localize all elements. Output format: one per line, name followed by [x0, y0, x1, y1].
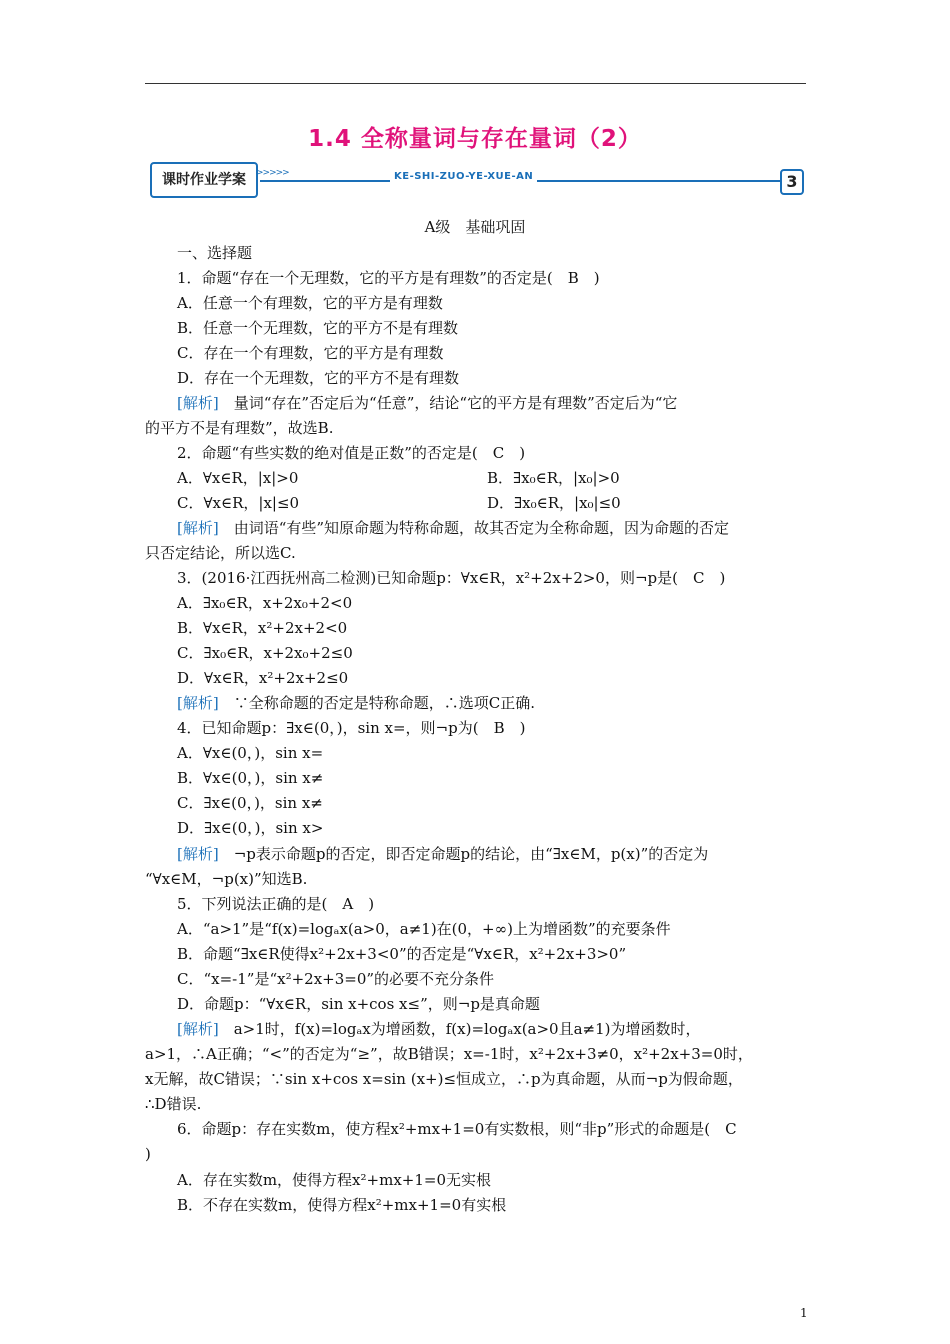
text-line [177, 818, 323, 838]
level-heading: A级 基础巩固 [424, 218, 526, 236]
text-line [177, 518, 729, 538]
line-text: B．不存在实数m，使得方程x²+mx+1=0有实根 [177, 1196, 507, 1214]
line-text: 由词语“有些”知原命题为特称命题，故其否定为全称命题，因为命题的否定 [218, 519, 730, 537]
text-line [177, 1195, 506, 1215]
text-line [177, 718, 525, 738]
text-line [177, 743, 323, 763]
analysis-tag: [解析] [177, 1020, 219, 1038]
banner-number: 3 [780, 169, 804, 195]
line-text: 5．下列说法正确的是( A ) [177, 895, 375, 913]
text-line [177, 793, 323, 813]
analysis-tag: [解析] [177, 394, 219, 412]
text-line [177, 318, 458, 338]
line-text: D．∀x∈R，x²+2x+2≤0 [177, 669, 349, 687]
line-text: B．∃x₀∈R，|x₀|>0 [487, 469, 620, 487]
line-text: B．任意一个无理数，它的平方不是有理数 [177, 319, 459, 337]
line-text: 6．命题p：存在实数m，使方程x²+mx+1=0有实数根，则“非p”形式的命题是( C [177, 1120, 737, 1138]
line-text: A．“a>1”是“f(x)=logₐx(a>0，a≠1)在(0，+∞)上为增函数”的充要条件 [177, 920, 671, 938]
text-line [177, 368, 459, 388]
line-text: a>1时，f(x)=logₐx为增函数，f(x)=logₐx(a>0且a≠1)为增函数时， [218, 1020, 701, 1038]
line-text: B．∀x∈R，x²+2x+2<0 [177, 619, 348, 637]
line-text: ¬p表示命题p的否定，即否定命题p的结论，由“∃x∈M，p(x)”的否定为 [218, 845, 709, 863]
line-text: A．∀x∈R，|x|>0 [177, 469, 299, 487]
line-text: x无解，故C错误；∵sin x+cos x=sin (x+)≤恒成立，∴p为真命题，从而¬p为假命题， [145, 1070, 743, 1088]
line-text: A．存在实数m，使得方程x²+mx+1=0无实根 [177, 1171, 492, 1189]
text-line [145, 1069, 743, 1089]
line-text: C．存在一个有理数，它的平方是有理数 [177, 344, 444, 362]
text-line [145, 543, 296, 563]
text-line [177, 443, 525, 463]
line-text: 2．命题“有些实数的绝对值是正数”的否定是( C ) [177, 444, 526, 462]
line-text: 4．已知命题p：∃x∈(0，)，sin x=，则¬p为( B ) [177, 719, 526, 737]
header-rule [145, 83, 806, 84]
text-line [177, 343, 443, 363]
text-line [177, 293, 443, 313]
text-line [145, 1044, 753, 1064]
page-title: 1.4 全称量词与存在量词（2） [308, 126, 642, 152]
text-line [177, 618, 347, 638]
line-text: D．命题p：“∀x∈R，sin x+cos x≤”，则¬p是真命题 [177, 995, 540, 1013]
line-text: “∀x∈M，¬p(x)”知选B. [145, 870, 308, 888]
line-text: C．“x=-1”是“x²+2x+3=0”的必要不充分条件 [177, 970, 495, 988]
text-line [177, 1019, 701, 1039]
text-line [177, 844, 708, 864]
text-line [177, 768, 323, 788]
line-text: C．∃x₀∈R，x+2x₀+2≤0 [177, 644, 353, 662]
banner-pinyin: KE-SHI-ZUO-YE-XUE-AN [390, 171, 537, 182]
text-line [177, 919, 671, 939]
line-text: C．∃x∈(0，)，sin x≠ [177, 794, 323, 812]
text-line [177, 393, 677, 413]
text-line [177, 643, 353, 663]
text-line [145, 869, 307, 889]
line-text: a>1，∴A正确；“<”的否定为“≥”，故B错误；x=-1时，x²+2x+3≠0，x²+2x+3=0时， [145, 1045, 753, 1063]
section-banner [150, 162, 806, 198]
analysis-tag: [解析] [177, 845, 219, 863]
line-text: D．存在一个无理数，它的平方不是有理数 [177, 369, 460, 387]
text-line [177, 1170, 491, 1190]
text-line [177, 994, 540, 1014]
line-text: 量词“存在”否定后为“任意”，结论“它的平方是有理数”否定后为“它 [218, 394, 678, 412]
line-text: A．∃x₀∈R，x+2x₀+2<0 [177, 594, 353, 612]
line-text: D．∃x∈(0，)，sin x> [177, 819, 324, 837]
text-line [177, 894, 374, 914]
text-line [177, 593, 352, 613]
analysis-tag: [解析] [177, 694, 219, 712]
line-text: 3．(2016·江西抚州高二检测)已知命题p：∀x∈R，x²+2x+2>0，则¬p是( C ) [177, 569, 726, 587]
line-text: ∵全称命题的否定是特称命题，∴选项C正确. [218, 694, 535, 712]
text-line [177, 1119, 737, 1139]
text-line [177, 568, 725, 588]
text-line [177, 268, 600, 288]
text-line [177, 668, 348, 688]
line-text: B．命题“∃x∈R使得x²+2x+3<0”的否定是“∀x∈R，x²+2x+3>0” [177, 945, 627, 963]
line-text: A．任意一个有理数，它的平方是有理数 [177, 294, 443, 312]
text-line [145, 1144, 151, 1164]
line-text: C．∀x∈R，|x|≤0 [177, 494, 300, 512]
line-text: 只否定结论，所以选C. [145, 544, 296, 562]
text-line [177, 944, 626, 964]
page-number: 1 [800, 1306, 808, 1320]
text-line [177, 468, 298, 488]
banner-arrows: >>>>> [256, 168, 289, 178]
section-heading: 一、选择题 [177, 244, 253, 262]
text-line [145, 1094, 201, 1114]
line-text: B．∀x∈(0，)，sin x≠ [177, 769, 324, 787]
text-line [177, 493, 299, 513]
line-text: ) [145, 1145, 151, 1163]
analysis-tag: [解析] [177, 519, 219, 537]
text-line [177, 969, 494, 989]
banner-label: 课时作业学案 [150, 162, 258, 198]
line-text: 的平方不是有理数”，故选B. [145, 419, 334, 437]
text-line [145, 418, 333, 438]
text-line [177, 693, 535, 713]
text-line [487, 468, 620, 488]
line-text: ∴D错误. [145, 1095, 202, 1113]
line-text: D．∃x₀∈R，|x₀|≤0 [487, 494, 621, 512]
line-text: 1．命题“存在一个无理数，它的平方是有理数”的否定是( B ) [177, 269, 600, 287]
line-text: A．∀x∈(0，)，sin x= [177, 744, 324, 762]
text-line [487, 493, 621, 513]
